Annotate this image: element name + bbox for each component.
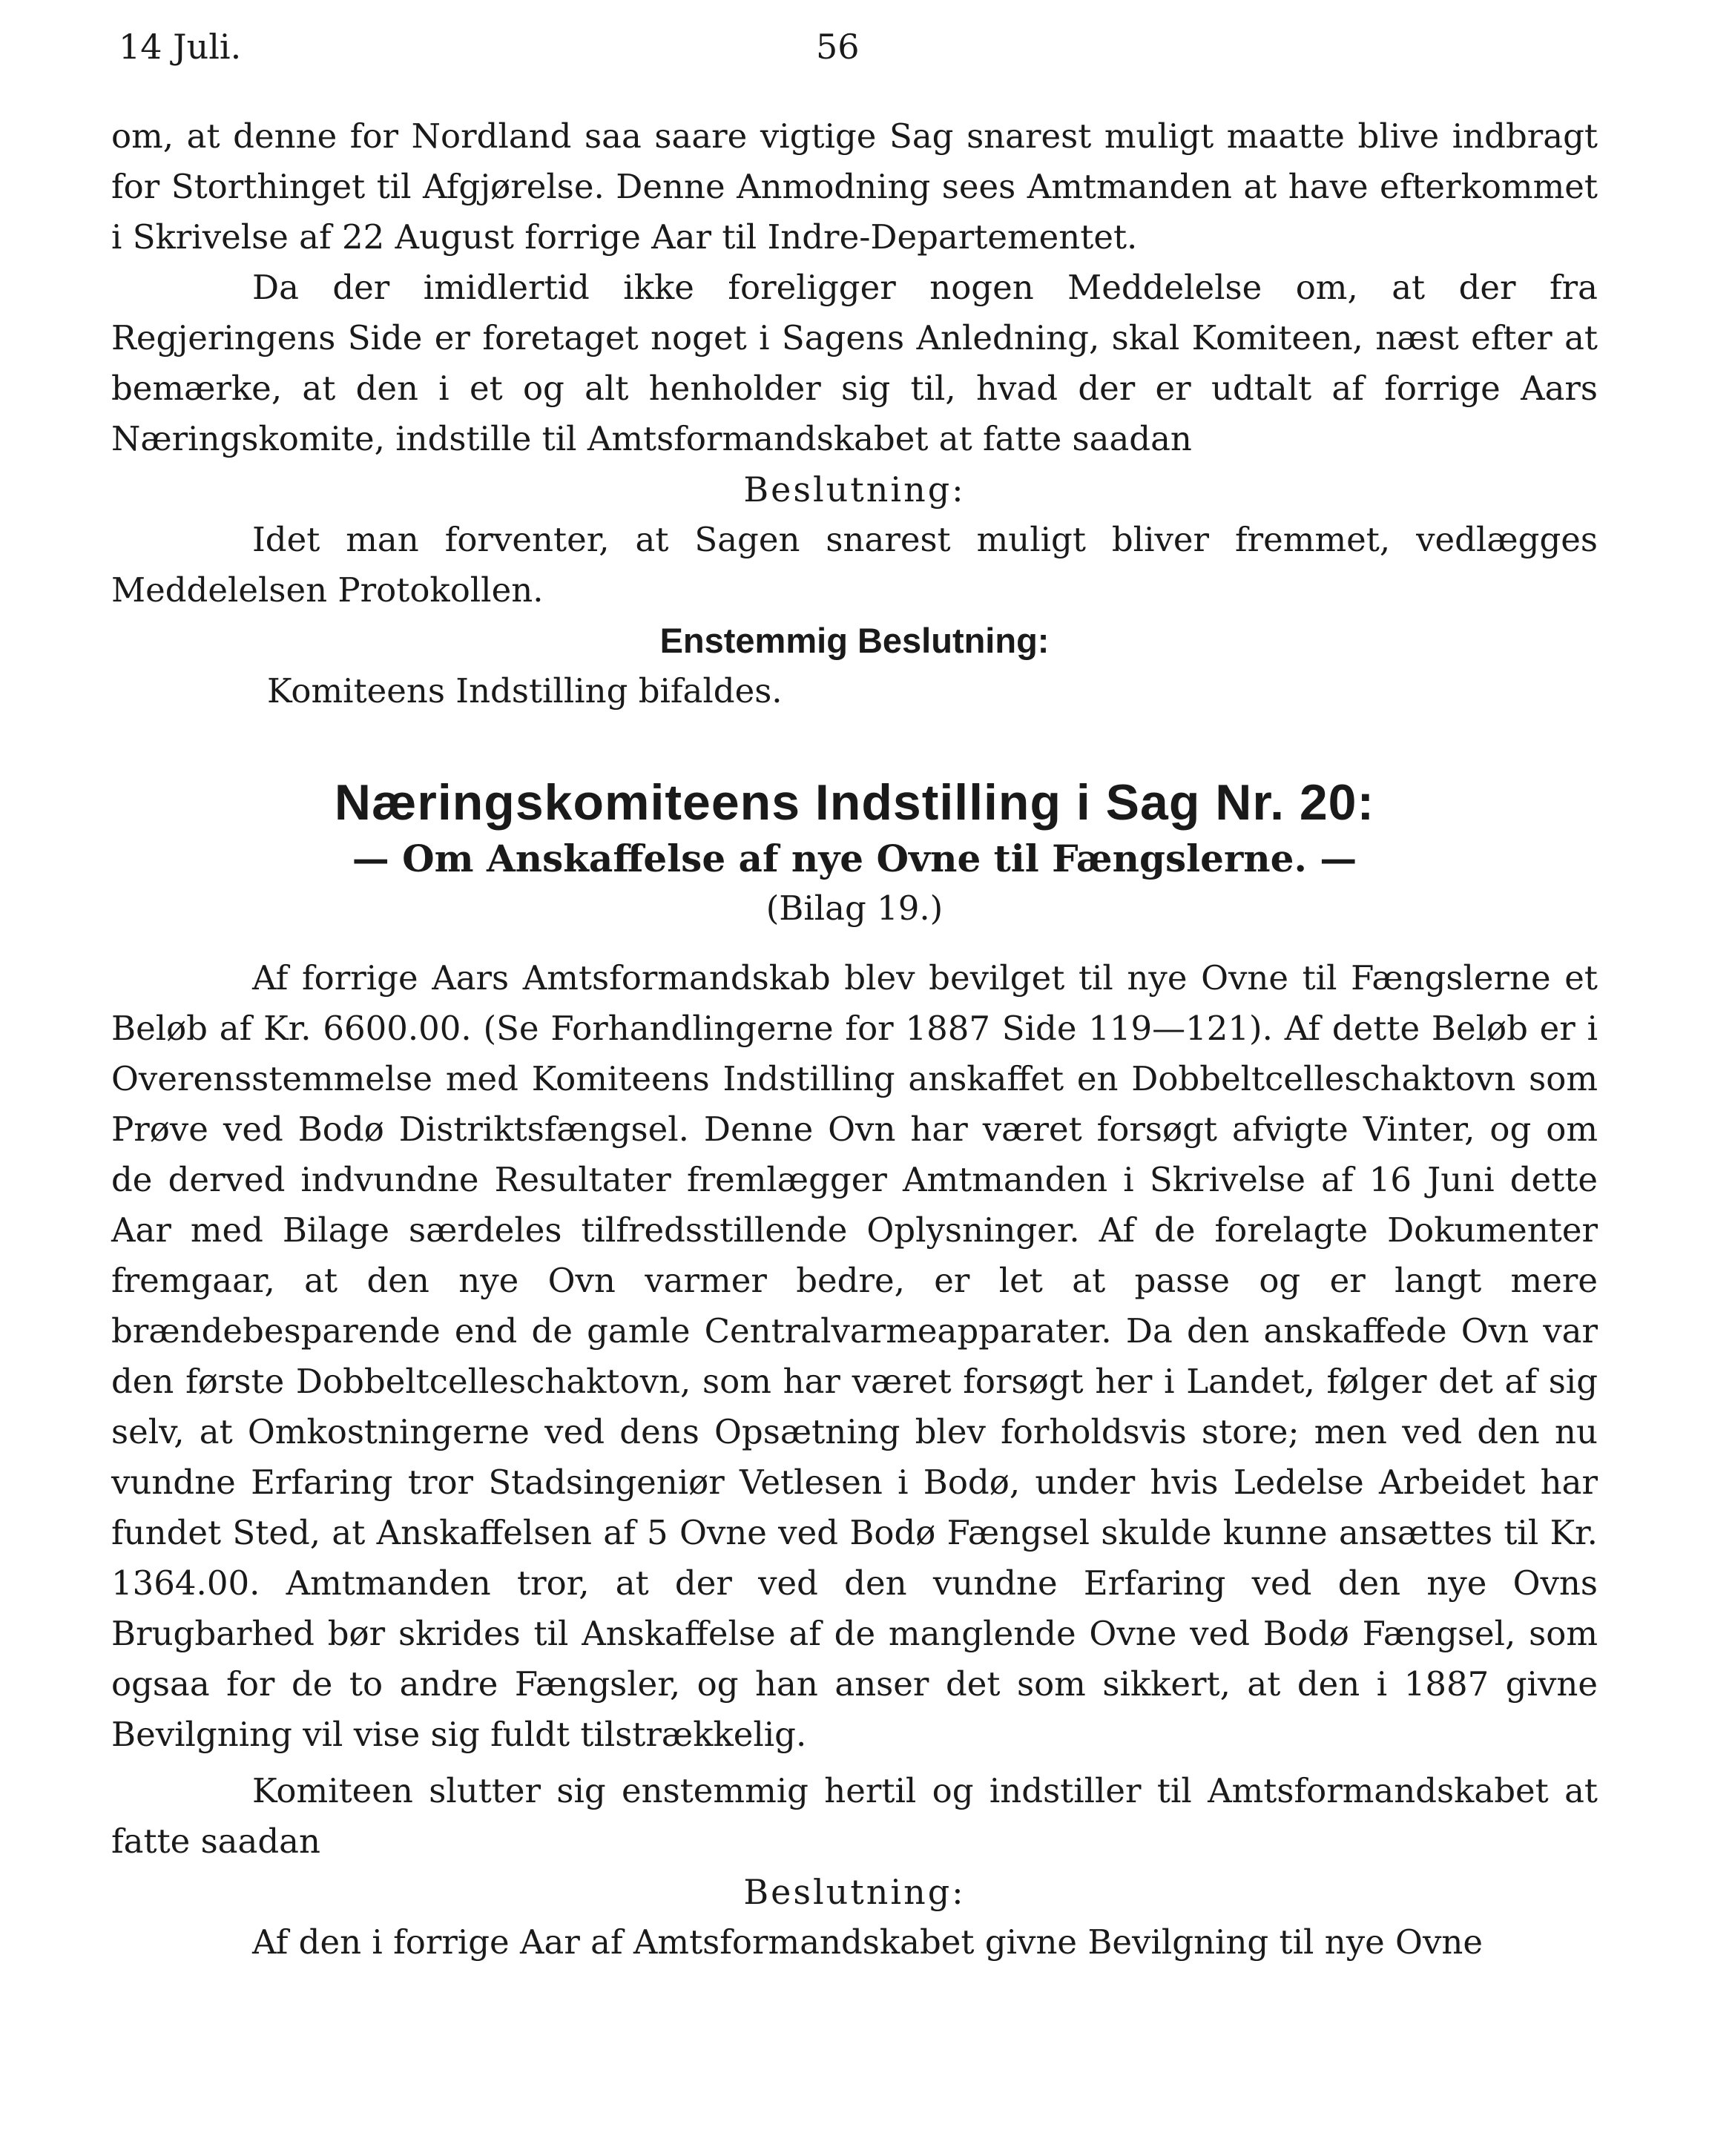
paragraph: Af forrige Aars Amtsformandskab blev bevilget til nye Ovne til Fængslerne et Beløb af Kr. 6600.00. (Se Forhandlingerne for 1887 Side 119—121). Af dette Beløb er i Overensstemmelse med Komiteens Indstilling anskaffet en Dobbeltcelleschaktovn som Prøve ved Bodø Distriktsfængsel. Denne Ovn har været forsøgt afvigte Vinter, og om de derved indvundne Resultater fremlægger Amtmanden i Skrivelse af 16 Juni dette Aar med Bilage særdeles tilfredsstillende Oplysninger. Af de forelagte Dokumenter fremgaar, at den nye Ovn varmer bedre, er let at passe og er langt mere brændebesparende end de gamle Centralvarmeapparater. Da den anskaffede Ovn var den første Dobbeltcelleschaktovn, som har været forsøgt her i Landet, følger det af sig selv, at Omkostningerne ved dens Opsætning blev forholdsvis store; men ved den nu vundne Erfaring tror Stadsingeniør Vetlesen i Bodø, under hvis Ledelse Arbeidet har fundet Sted, at Anskaffelsen af 5 Ovne ved Bodø Fængsel skulde kunne ansættes til Kr. 1364.00. Amtmanden tror, at der ved den vundne Erfaring ved den nye Ovns Brugbarhed bør skrides til Anskaffelse af de manglende Ovne ved Bodø Fængsel, som ogsaa for de to andre Fængsler, og han anser det som sikkert, at den i 1887 givne Bevilgning vil vise sig fuldt tilstrækkelig.: [111, 958, 1598, 1754]
beslutning-label: Beslutning:: [743, 1872, 966, 1912]
paragraph: Idet man forventer, at Sagen snarest muligt bliver fremmet, vedlægges Meddelelsen Protokollen.: [111, 520, 1598, 610]
paragraph: Komiteen slutter sig enstemmig hertil og indstiller til Amtsformandskabet at fatte saadan: [111, 1771, 1598, 1861]
section-subtitle: — Om Anskaffelse af nye Ovne til Fængslerne. —: [352, 837, 1357, 880]
header-date: 14 Juli.: [119, 27, 242, 67]
paragraph: Af den i forrige Aar af Amtsformandskabet givne Bevilgning til nye Ovne: [252, 1922, 1483, 1962]
section-1: [111, 111, 1598, 716]
section-2: [111, 953, 1598, 1968]
page-header: [119, 27, 1590, 79]
paragraph: om, at denne for Nordland saa saare vigtige Sag snarest muligt maatte blive indbragt for Storthinget til Afgjørelse. Denne Anmodning sees Amtmanden at have efterkommet i Skrivelse af 22 August forrige Aar til Indre-Departementet.: [111, 116, 1598, 257]
paragraph: Komiteens Indstilling bifaldes.: [267, 671, 783, 711]
paragraph: Da der imidlertid ikke foreligger nogen Meddelelse om, at der fra Regjeringens Side er foretaget noget i Sagens Anledning, skal Komiteen, næst efter at bemærke, at den i et og alt henholder sig til, hvad der er udtalt af forrige Aars Næringskomite, indstille til Amtsformandskabet at fatte saadan: [111, 268, 1598, 458]
section-2-heading: [111, 771, 1598, 933]
section-title: Næringskomiteens Indstilling i Sag Nr. 20:: [334, 774, 1375, 831]
bilag-reference: (Bilag 19.): [765, 889, 944, 928]
enstemmig-beslutning-label: Enstemmig Beslutning:: [659, 621, 1050, 660]
beslutning-label: Beslutning:: [743, 469, 966, 510]
page-number: 56: [816, 27, 860, 67]
